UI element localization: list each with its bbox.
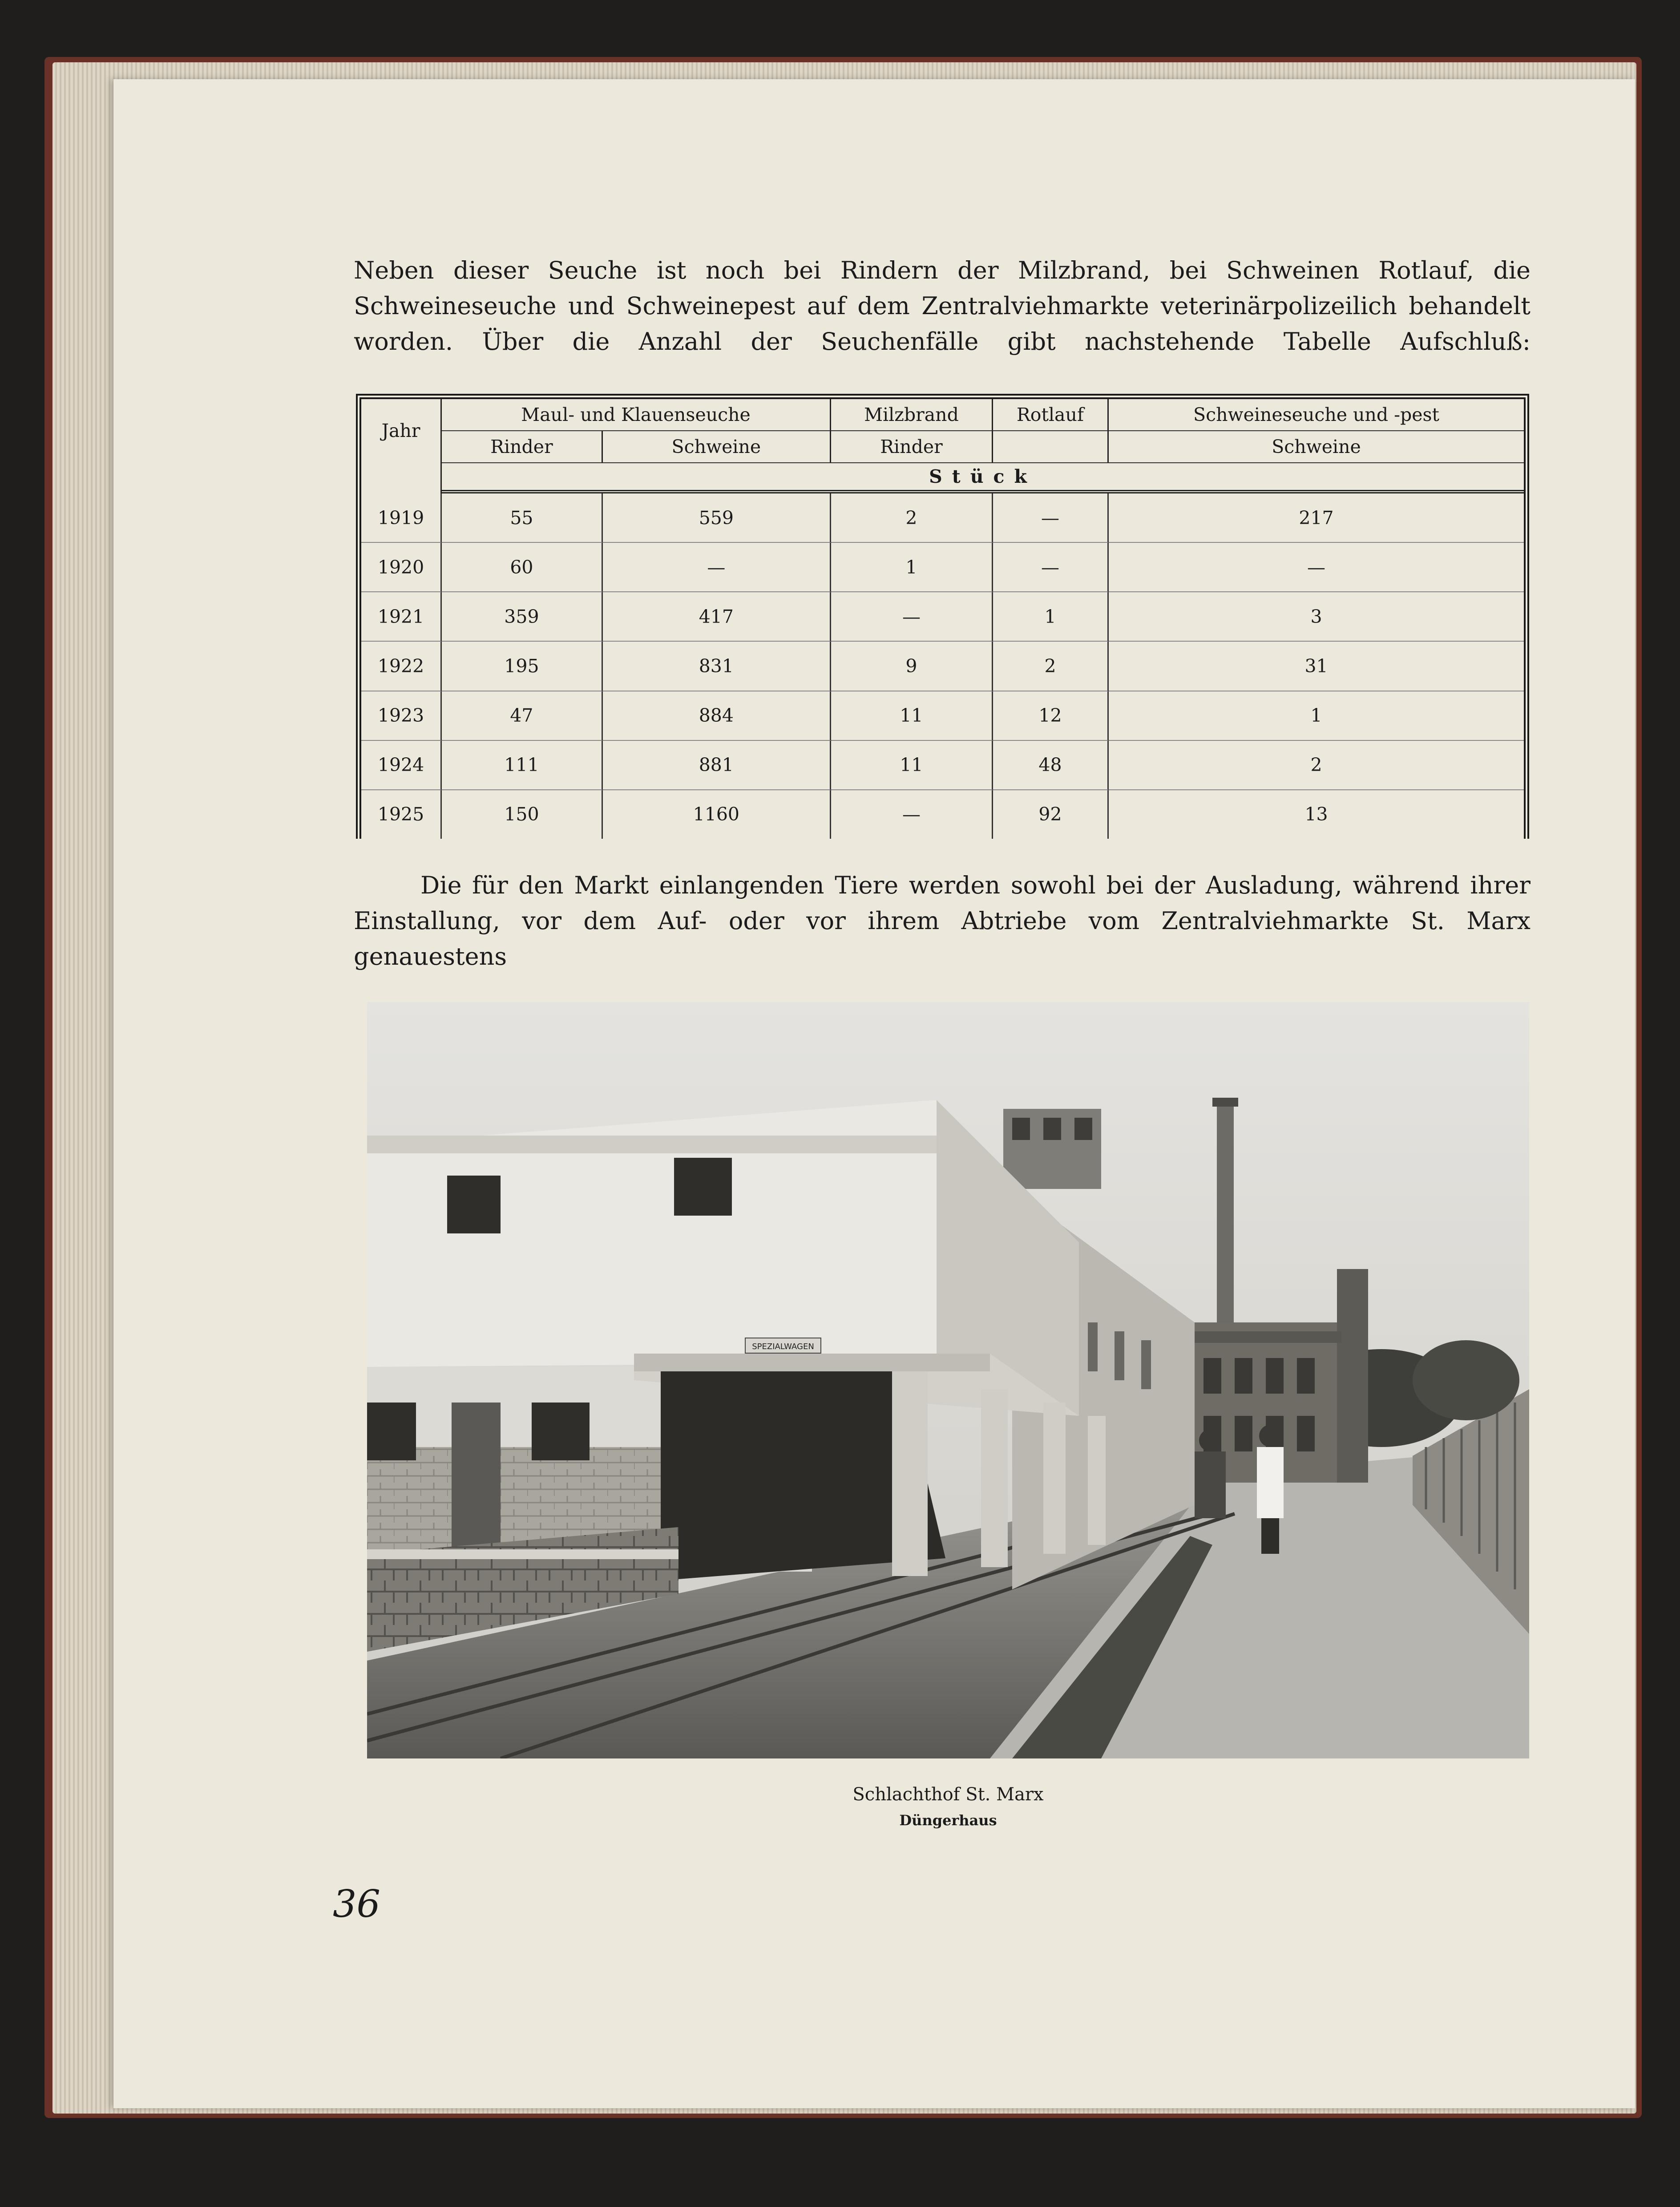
subheader-cattle: Rinder bbox=[442, 431, 603, 462]
table-row bbox=[361, 790, 1524, 839]
case-count-cell: 195 bbox=[442, 642, 603, 691]
case-count-cell: 47 bbox=[442, 691, 603, 741]
case-count-cell: 48 bbox=[993, 741, 1109, 790]
year-cell: 1921 bbox=[361, 592, 442, 642]
table-row bbox=[361, 592, 1524, 642]
header-anthrax: Milzbrand bbox=[831, 399, 993, 431]
subheader-pigs: Schweine bbox=[1272, 436, 1361, 457]
case-count-cell: 60 bbox=[442, 543, 603, 592]
case-count-cell: 1160 bbox=[603, 790, 831, 839]
photo-illustration bbox=[367, 1002, 1529, 1758]
table-row bbox=[361, 642, 1524, 691]
case-count-cell: 150 bbox=[442, 790, 603, 839]
case-count-cell: 831 bbox=[603, 642, 831, 691]
case-count-cell: — bbox=[831, 790, 993, 839]
year-cell: 1923 bbox=[361, 691, 442, 741]
case-count-cell: — bbox=[993, 493, 1109, 543]
table-row bbox=[361, 543, 1524, 592]
inspection-paragraph: Die für den Markt einlangenden Tiere werden sowohl bei der Ausladung, während ihrer Einstallung, vor dem Auf- oder vor ihrem Abtriebe vom Zentralviehmarkte St. Marx genauestens bbox=[354, 871, 1531, 970]
case-count-cell: 881 bbox=[603, 741, 831, 790]
table-row bbox=[361, 493, 1524, 543]
case-count-cell: 11 bbox=[831, 741, 993, 790]
header-swine-fever: Schweineseuche und -pest bbox=[1109, 399, 1524, 431]
case-count-cell: 1 bbox=[993, 592, 1109, 642]
case-count-cell: 359 bbox=[442, 592, 603, 642]
case-count-cell: 2 bbox=[993, 642, 1109, 691]
case-count-cell: 3 bbox=[1109, 592, 1524, 642]
case-count-cell: 92 bbox=[993, 790, 1109, 839]
unit-spacer bbox=[361, 462, 442, 493]
year-cell: 1924 bbox=[361, 741, 442, 790]
case-count-cell: 55 bbox=[442, 493, 603, 543]
year-cell: 1922 bbox=[361, 642, 442, 691]
case-count-cell: 559 bbox=[603, 493, 831, 543]
case-count-cell: 417 bbox=[603, 592, 831, 642]
case-count-cell: — bbox=[603, 543, 831, 592]
case-count-cell: 884 bbox=[603, 691, 831, 741]
table-row bbox=[361, 741, 1524, 790]
photo-sign-text: SPEZIALWAGEN bbox=[752, 1342, 814, 1351]
case-count-cell: — bbox=[993, 543, 1109, 592]
figure-subcaption: Düngerhaus bbox=[899, 1812, 997, 1829]
case-count-cell: 2 bbox=[831, 493, 993, 543]
case-count-cell: 1 bbox=[1109, 691, 1524, 741]
year-cell: 1919 bbox=[361, 493, 442, 543]
case-count-cell: 111 bbox=[442, 741, 603, 790]
subheader-cattle: Rinder bbox=[831, 431, 993, 462]
case-count-cell: 2 bbox=[1109, 741, 1524, 790]
header-foot-and-mouth: Maul- und Klauenseuche bbox=[442, 399, 831, 431]
case-count-cell: 31 bbox=[1109, 642, 1524, 691]
case-count-cell: 12 bbox=[993, 691, 1109, 741]
case-count-cell: 11 bbox=[831, 691, 993, 741]
unit-label: Stück bbox=[442, 462, 1524, 493]
page-number: 36 bbox=[333, 1882, 380, 1926]
case-count-cell: — bbox=[1109, 543, 1524, 592]
year-cell: 1920 bbox=[361, 543, 442, 592]
case-count-cell: 13 bbox=[1304, 804, 1328, 825]
case-count-cell: 1 bbox=[831, 543, 993, 592]
case-count-cell: 217 bbox=[1109, 493, 1524, 543]
subheader-pigs: Schweine bbox=[603, 431, 831, 462]
year-cell: 1925 bbox=[361, 790, 442, 839]
table-row bbox=[361, 691, 1524, 741]
intro-paragraph: Neben dieser Seuche ist noch bei Rindern der Milzbrand, bei Schweinen Rotlauf, die Schweineseuche und Schweinepest auf dem Zentralviehmarkte veterinärpolizeilich behandelt worden. Über die Anzahl der Seuchenfälle gibt nachstehende Tabelle Aufschluß: bbox=[354, 256, 1531, 356]
disease-cases-table bbox=[356, 394, 1529, 839]
header-erysipelas: Rotlauf bbox=[993, 399, 1109, 431]
case-count-cell: 9 bbox=[831, 642, 993, 691]
header-year: Jahr bbox=[361, 399, 442, 462]
subheader-empty bbox=[993, 431, 1109, 462]
figure-caption: Schlachthof St. Marx bbox=[852, 1784, 1044, 1805]
slaughterhouse-photo bbox=[367, 1002, 1529, 1758]
case-count-cell: — bbox=[831, 592, 993, 642]
